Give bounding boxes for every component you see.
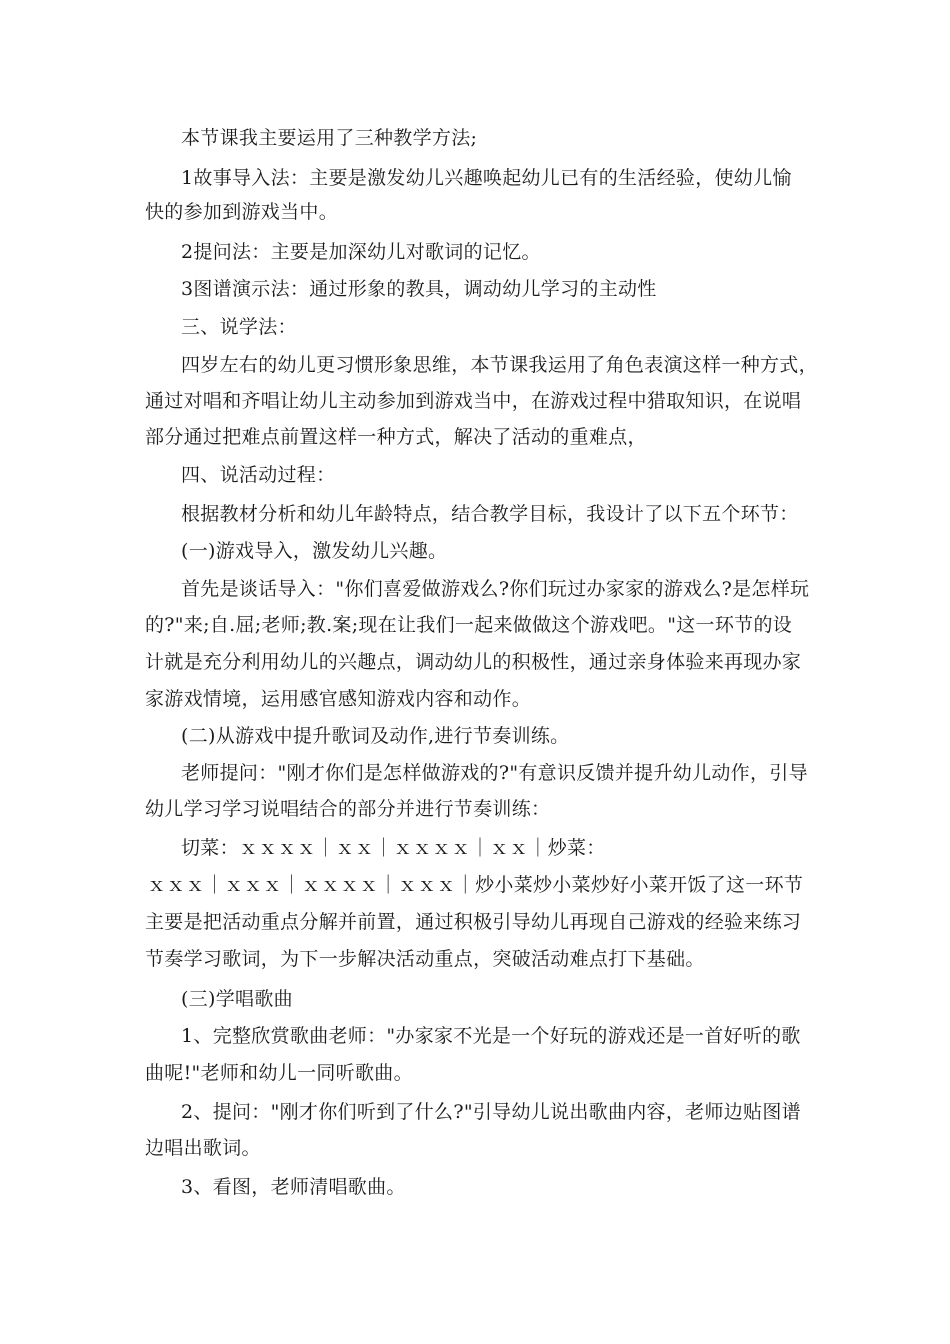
paragraph-step-3-item-1: 1、完整欣赏歌曲老师："办家家不光是一个好玩的游戏还是一首好听的歌: [181, 1025, 801, 1047]
subheading-step-2: (二)从游戏中提升歌词及动作,进行节奏训练。: [181, 725, 570, 747]
paragraph-process-intro: 根据教材分析和幼儿年龄特点，结合教学目标，我设计了以下五个环节：: [181, 503, 799, 525]
paragraph-method-2: 2提问法：主要是加深幼儿对歌词的记忆。: [181, 241, 541, 263]
subheading-step-3: (三)学唱歌曲: [181, 988, 293, 1010]
paragraph-method-1: 1故事导入法：主要是激发幼儿兴趣唤起幼儿已有的生活经验，使幼儿愉: [181, 167, 792, 189]
paragraph-methods-intro: 本节课我主要运用了三种教学方法;: [181, 127, 478, 149]
paragraph-step-1-cont-2: 计就是充分利用幼儿的兴趣点，调动幼儿的积极性，通过亲身体验来再现办家: [145, 651, 802, 673]
paragraph-step-2: 老师提问："刚才你们是怎样做游戏的?"有意识反馈并提升幼儿动作，引导: [181, 762, 808, 784]
paragraph-learning: 四岁左右的幼儿更习惯形象思维，本节课我运用了角色表演这样一种方式，: [181, 354, 818, 376]
paragraph-step-2-summary-2: 节奏学习歌词，为下一步解决活动重点，突破活动难点打下基础。: [145, 948, 705, 970]
paragraph-step-3-item-2-cont: 边唱出歌词。: [145, 1137, 261, 1159]
paragraph-step-1-cont-3: 家游戏情境，运用感官感知游戏内容和动作。: [145, 688, 532, 710]
section-heading-learning: 三、说学法：: [181, 316, 297, 338]
paragraph-method-3: 3图谱演示法：通过形象的教具，调动幼儿学习的主动性: [181, 278, 657, 300]
paragraph-step-2-summary-1: 主要是把活动重点分解并前置，通过积极引导幼儿再现自己游戏的经验来练习: [145, 911, 802, 933]
rhythm-line-2: ｘｘｘ｜ｘｘｘ｜ｘｘｘｘ｜ｘｘｘ｜炒小菜炒小菜炒好小菜开饭了这一环节: [147, 874, 804, 896]
paragraph-step-3-item-3: 3、看图，老师清唱歌曲。: [181, 1176, 406, 1198]
paragraph-learning-cont-2: 部分通过把难点前置这样一种方式，解决了活动的重难点，: [145, 426, 647, 448]
section-heading-process: 四、说活动过程：: [181, 464, 336, 486]
paragraph-step-2-cont: 幼儿学习学习说唱结合的部分并进行节奏训练：: [145, 798, 551, 820]
subheading-step-1: (一)游戏导入，激发幼儿兴趣。: [181, 540, 448, 562]
paragraph-step-3-item-1-cont: 曲呢!"老师和幼儿一同听歌曲。: [145, 1062, 413, 1084]
paragraph-learning-cont-1: 通过对唱和齐唱让幼儿主动参加到游戏当中，在游戏过程中猎取知识，在说唱: [145, 390, 802, 412]
paragraph-step-3-item-2: 2、提问："刚才你们听到了什么?"引导幼儿说出歌曲内容，老师边贴图谱: [181, 1101, 801, 1123]
paragraph-step-1-cont-1: 的?"来;自.屈;老师;教.案;现在让我们一起来做做这个游戏吧。"这一环节的设: [145, 614, 793, 636]
paragraph-method-1-cont: 快的参加到游戏当中。: [145, 201, 339, 223]
rhythm-line-1: 切菜：ｘｘｘｘ｜ｘｘ｜ｘｘｘｘ｜ｘｘ｜炒菜：: [181, 837, 606, 859]
paragraph-step-1: 首先是谈话导入："你们喜爱做游戏么?你们玩过办家家的游戏么?是怎样玩: [181, 578, 810, 600]
